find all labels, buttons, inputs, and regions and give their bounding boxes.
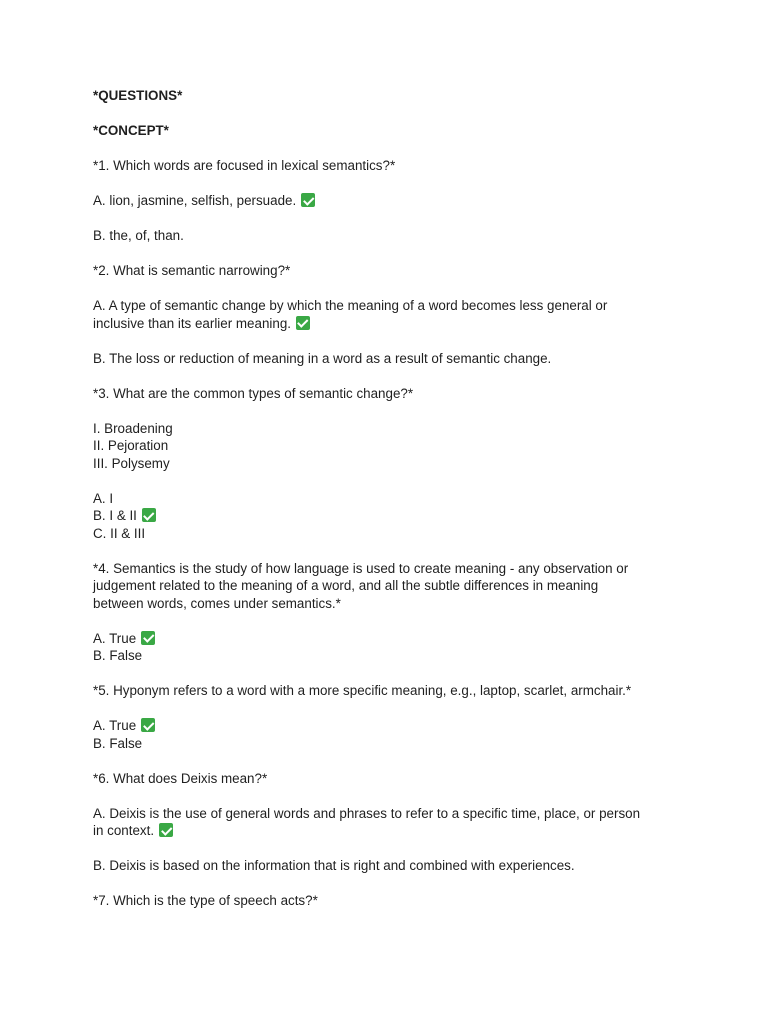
question-4-line-2: judgement related to the meaning of a word, and all the subtle differences in meaning <box>93 578 599 593</box>
check-mark-icon <box>142 508 156 522</box>
q6-option-a-line-2: in context. <box>93 822 683 840</box>
q4-option-b: B. False <box>93 648 143 663</box>
question-7: *7. Which is the type of speech acts?* <box>93 893 318 908</box>
check-mark-icon <box>141 631 155 645</box>
question-2: *2. What is semantic narrowing?* <box>93 263 291 278</box>
question-4-line-1: *4. Semantics is the study of how language is used to create meaning - any observation or <box>93 560 629 576</box>
q3-option-b: B. I & II <box>93 507 683 525</box>
q3-item-1: I. Broadening <box>93 420 173 436</box>
q2-option-b: B. The loss or reduction of meaning in a word as a result of semantic change. <box>93 350 552 366</box>
question-5: *5. Hyponym refers to a word with a more specific meaning, e.g., laptop, scarlet, armchair.* <box>93 683 632 698</box>
concept-heading: *CONCEPT* <box>93 123 169 138</box>
check-mark-icon <box>141 718 155 732</box>
question-3: *3. What are the common types of semantic change?* <box>93 385 414 401</box>
question-1: *1. Which words are focused in lexical semantics?* <box>93 158 396 173</box>
q2-option-a-line-1: A. A type of semantic change by which the meaning of a word becomes less general or <box>93 298 608 313</box>
q3-item-2: II. Pejoration <box>93 438 169 453</box>
document-page <box>93 87 683 910</box>
questions-heading: *QUESTIONS* <box>93 88 183 103</box>
q5-option-b: B. False <box>93 735 143 751</box>
q1-option-b: B. the, of, than. <box>93 228 184 243</box>
q3-option-c: C. II & III <box>93 525 146 541</box>
q1-option-a: A. lion, jasmine, selfish, persuade. <box>93 192 683 210</box>
question-4-line-3: between words, comes under semantics.* <box>93 595 341 611</box>
check-mark-icon <box>301 193 315 207</box>
q5-option-a: A. True <box>93 717 683 735</box>
q3-option-a: A. I <box>93 490 114 506</box>
q6-option-b: B. Deixis is based on the information that is right and combined with experiences. <box>93 858 575 873</box>
q6-option-a-line-1: A. Deixis is the use of general words and phrases to refer to a specific time, place, or person <box>93 805 641 821</box>
check-mark-icon <box>296 316 310 330</box>
q4-option-a: A. True <box>93 630 683 648</box>
q2-option-a-line-2: inclusive than its earlier meaning. <box>93 315 683 333</box>
q3-item-3: III. Polysemy <box>93 455 170 471</box>
question-6: *6. What does Deixis mean?* <box>93 770 268 786</box>
check-mark-icon <box>159 823 173 837</box>
